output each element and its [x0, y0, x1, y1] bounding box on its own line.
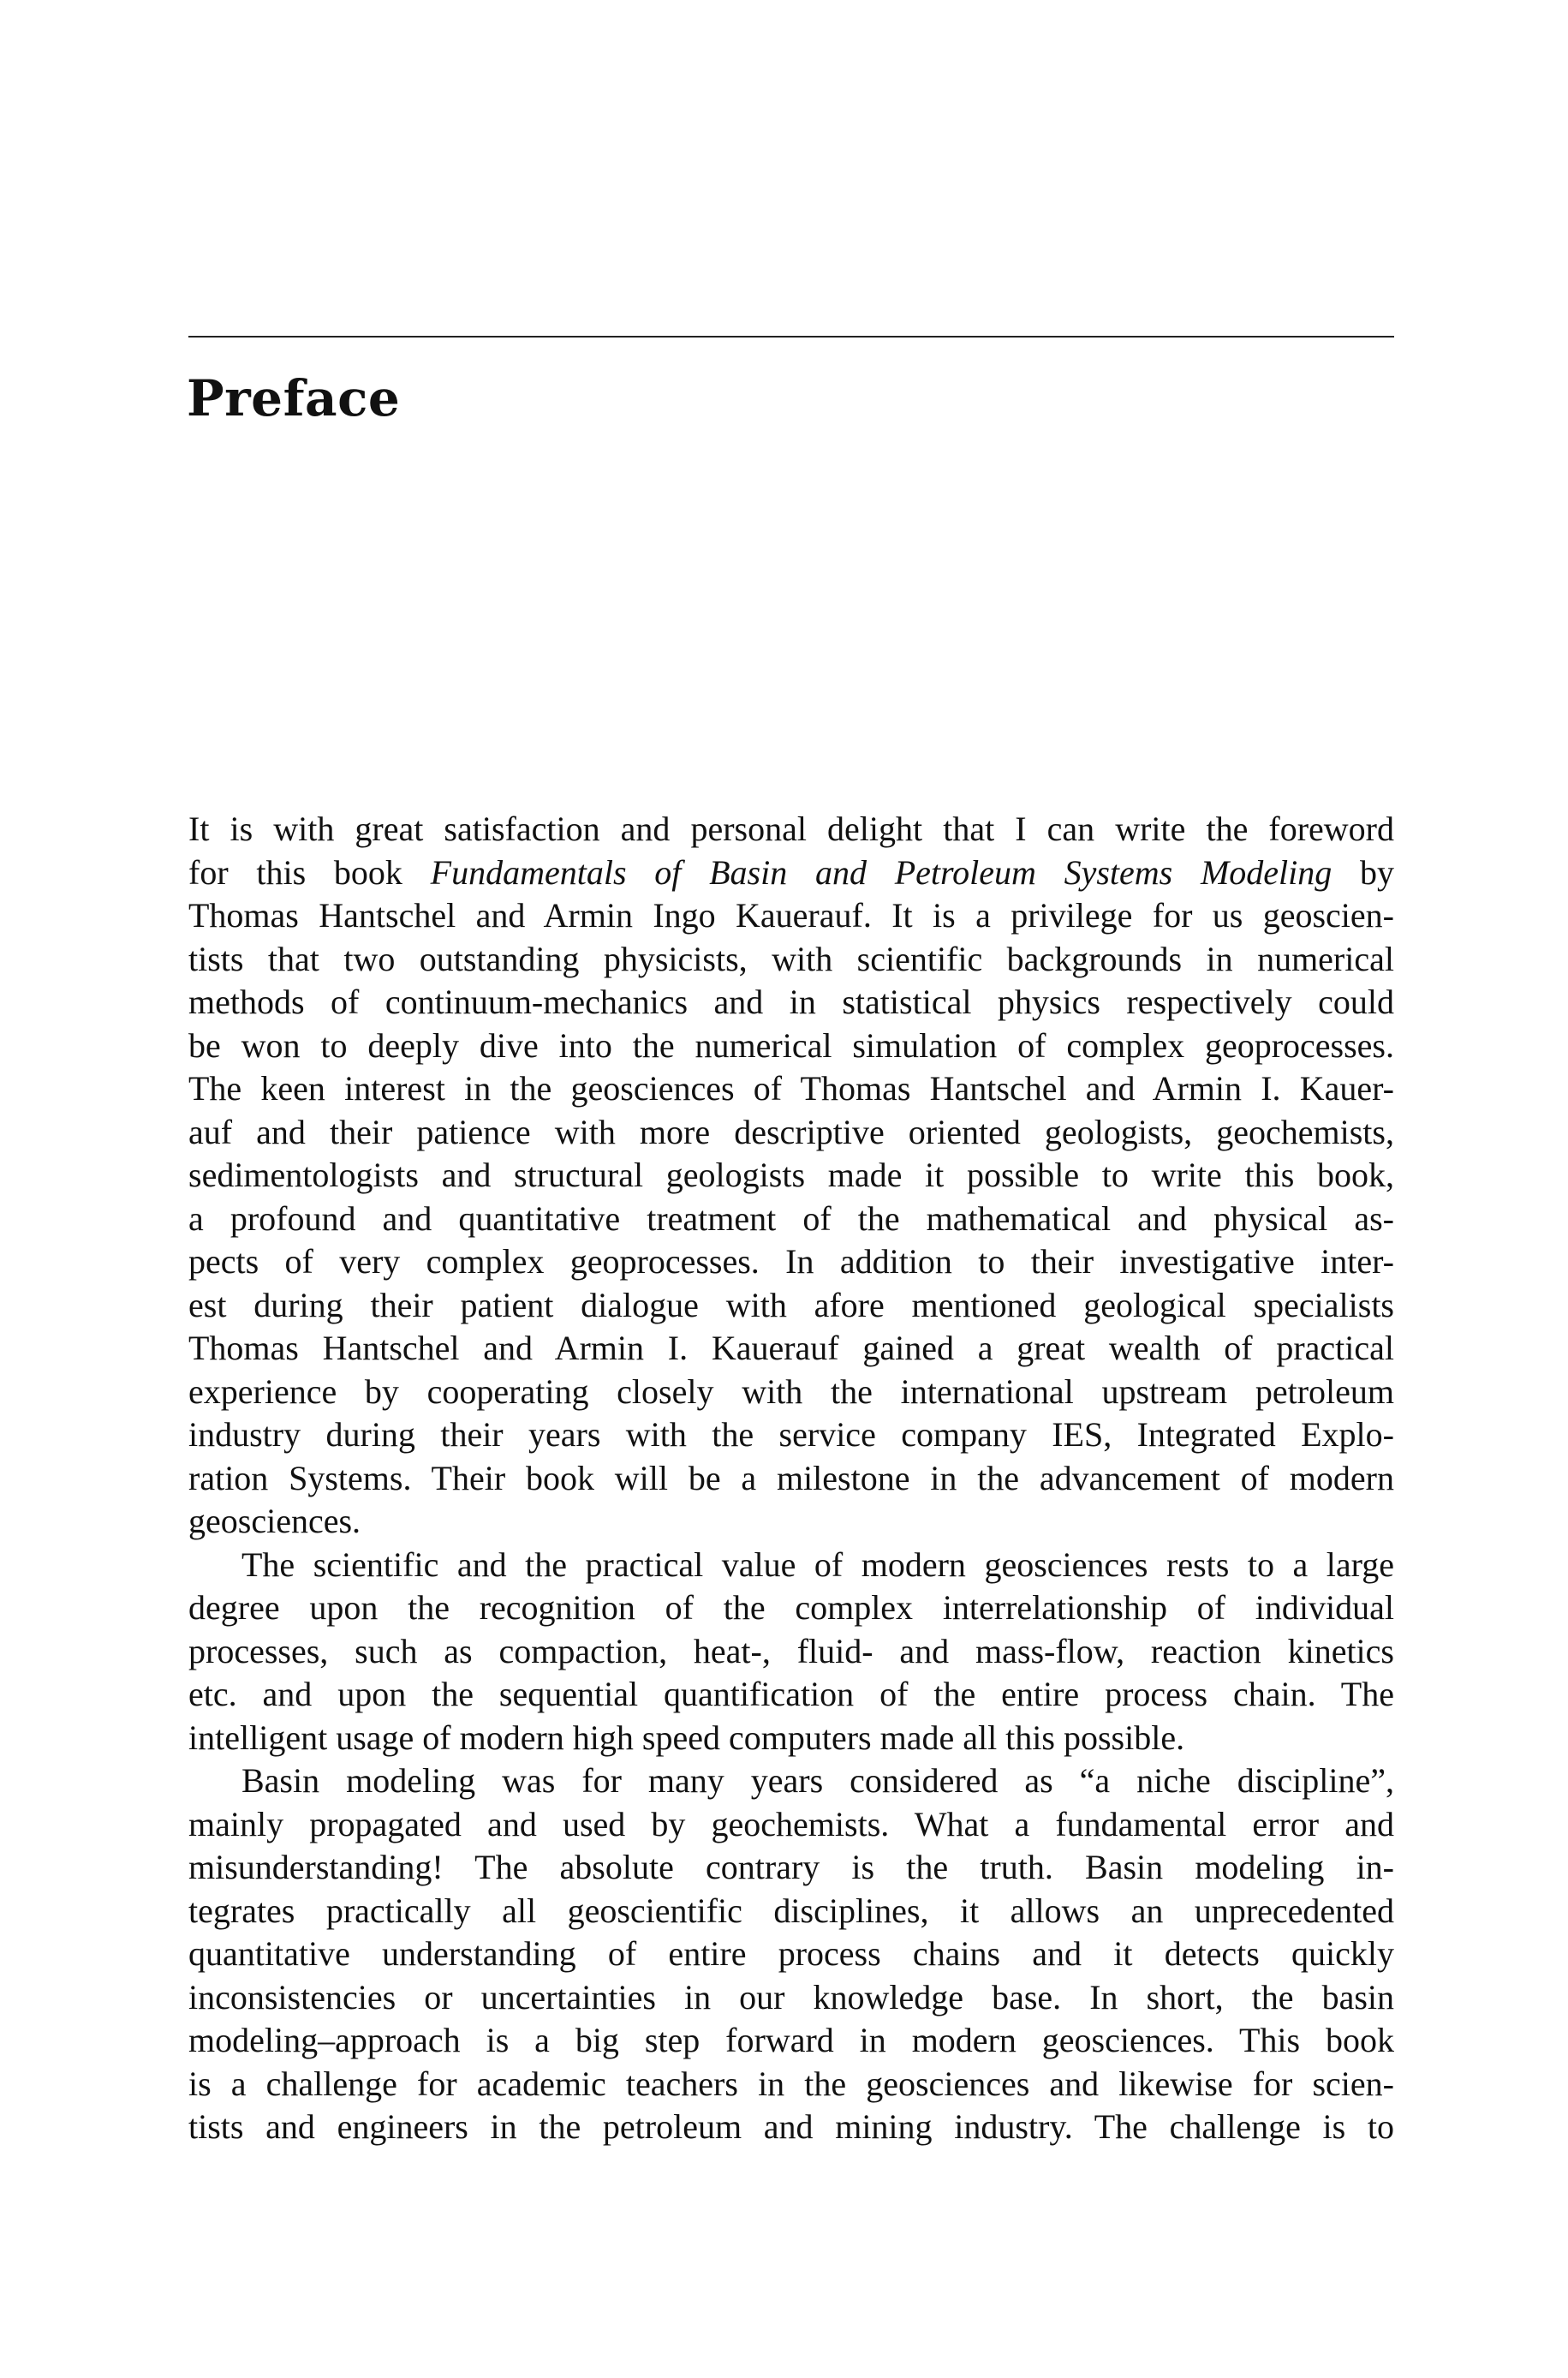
text-line: etc. and upon the sequential quantification of the entire process chain. The — [188, 1675, 1394, 1713]
text-line: sedimentologists and structural geologists made it possible to write this book, — [188, 1156, 1394, 1194]
text-segment: for this book — [188, 852, 431, 892]
text-line: modeling–approach is a big step forward in modern geosciences. This book — [188, 2021, 1394, 2059]
text-line: tists and engineers in the petroleum and mining industry. The challenge is to — [188, 2107, 1394, 2146]
text-line: industry during their years with the service company IES, Integrated Explo- — [188, 1415, 1394, 1454]
text-line: be won to deeply dive into the numerical simulation of complex geoprocesses. — [188, 1025, 1394, 1065]
text-line: ration Systems. Their book will be a milestone in the advancement of modern — [188, 1458, 1394, 1497]
text-line: inconsistencies or uncertainties in our knowledge base. In short, the basin — [188, 1977, 1394, 2017]
text-segment: by — [1332, 852, 1395, 892]
book-title-italic: Fundamentals of Basin and Petroleum Systems Modeling — [430, 852, 1333, 892]
text-line: It is with great satisfaction and personal delight that I can write the foreword — [188, 810, 1394, 848]
text-line: Thomas Hantschel and Armin Ingo Kauerauf. It is a privilege for us geoscien- — [188, 896, 1394, 935]
text-line: Thomas Hantschel and Armin I. Kauerauf gained a great wealth of practical — [188, 1329, 1394, 1367]
preface-body — [188, 808, 1394, 2149]
text-line: intelligent usage of modern high speed computers made all this possible. — [188, 1718, 1185, 1757]
text-line: The keen interest in the geosciences of Thomas Hantschel and Armin I. Kauer- — [188, 1069, 1394, 1108]
text-line: a profound and quantitative treatment of the mathematical and physical as- — [188, 1198, 1394, 1238]
text-line: methods of continuum-mechanics and in statistical physics respectively could — [188, 983, 1394, 1021]
text-line: pects of very complex geoprocesses. In addition to their investigative inter- — [188, 1242, 1394, 1281]
text-line: Basin modeling was for many years considered as “a niche discipline”, — [241, 1761, 1394, 1800]
chapter-rule — [188, 336, 1394, 338]
text-line: The scientific and the practical value of modern geosciences rests to a large — [241, 1545, 1394, 1584]
text-line: est during their patient dialogue with afore mentioned geological specialists — [188, 1285, 1394, 1324]
text-line: degree upon the recognition of the complex interrelationship of individual — [188, 1588, 1394, 1627]
text-line: experience by cooperating closely with the international upstream petroleum — [188, 1371, 1394, 1411]
text-line: auf and their patience with more descriptive oriented geologists, geochemists, — [188, 1112, 1394, 1151]
chapter-title: Preface — [187, 369, 401, 427]
text-line: mainly propagated and used by geochemists. What a fundamental error and — [188, 1804, 1394, 1843]
text-line: geosciences. — [188, 1502, 361, 1540]
text-line — [188, 851, 1394, 895]
text-line: processes, such as compaction, heat-, fluid- and mass-flow, reaction kinetics — [188, 1631, 1394, 1670]
text-line: is a challenge for academic teachers in the geosciences and likewise for scien- — [188, 2064, 1394, 2103]
text-line: misunderstanding! The absolute contrary is the truth. Basin modeling in- — [188, 1848, 1394, 1886]
text-line: tegrates practically all geoscientific disciplines, it allows an unprecedented — [188, 1891, 1394, 1930]
text-line: quantitative understanding of entire process chains and it detects quickly — [188, 1934, 1394, 1973]
text-line: tists that two outstanding physicists, with scientific backgrounds in numerical — [188, 939, 1394, 978]
